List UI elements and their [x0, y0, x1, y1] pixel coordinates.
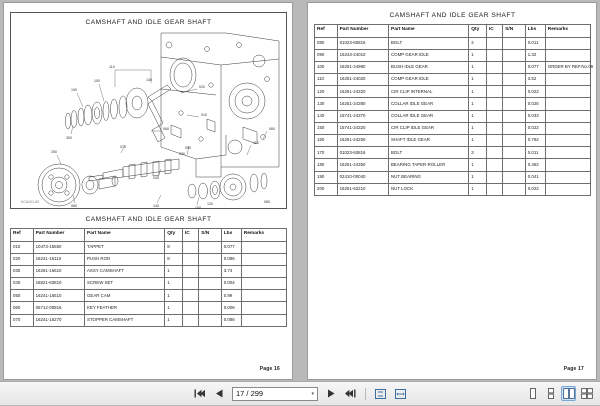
viewer-toolbar [0, 381, 600, 405]
col-header-qty: Qty [469, 25, 487, 38]
parts-table-panel-left [10, 216, 287, 327]
cell-sn [503, 171, 526, 183]
cell-lbs: 0.022 [525, 86, 545, 98]
cell-ic [486, 147, 502, 159]
cell-remarks [241, 241, 286, 253]
cell-lbs: 0.99 [221, 290, 241, 302]
table-row [11, 314, 287, 326]
cell-qty: 1 [469, 183, 487, 195]
cell-lbs: 0.006 [221, 302, 241, 314]
cell-part-number: 16241-15110 [33, 253, 84, 265]
table-row [315, 135, 591, 147]
table-row [315, 74, 591, 86]
cell-ref: 010 [11, 241, 34, 253]
cell-part-number: 16241-16510 [33, 290, 84, 302]
cell-ic [486, 110, 502, 122]
cell-qty: 1 [469, 135, 487, 147]
cell-ic [182, 302, 198, 314]
cell-part-name: BOLT [389, 37, 469, 49]
cell-ic [486, 135, 502, 147]
svg-text:190: 190 [71, 88, 77, 92]
svg-text:100: 100 [195, 206, 201, 210]
page-number-input[interactable] [232, 387, 318, 401]
cell-remarks [545, 86, 590, 98]
cell-lbs: 0.462 [525, 159, 545, 171]
cell-qty: 1 [469, 49, 487, 61]
cell-part-number: 16251-24980 [337, 61, 388, 73]
cell-qty: 2 [469, 37, 487, 49]
fit-page-icon[interactable] [373, 385, 388, 402]
cell-lbs: 0.022 [525, 183, 545, 195]
cell-remarks: ORDER BY REF.No.09 [545, 61, 590, 73]
cell-ic [182, 278, 198, 290]
cell-sn [503, 135, 526, 147]
cell-part-number: 16251-24350 [337, 159, 388, 171]
cell-ic [486, 122, 502, 134]
svg-text:060: 060 [269, 127, 275, 131]
page-label-right: Page 17 [563, 366, 584, 372]
cell-part-name: COMP GEAR IDLE [389, 74, 469, 86]
page-label-left: Page 16 [259, 366, 280, 372]
cell-ref: 200 [315, 183, 338, 195]
cell-part-name: STOPPER CAMSHAFT [85, 314, 165, 326]
cell-part-name: GEAR CAM [85, 290, 165, 302]
view-mode-group [525, 382, 594, 406]
last-page-button[interactable] [343, 385, 358, 402]
cell-remarks [241, 265, 286, 277]
cell-ref: 190 [315, 171, 338, 183]
cell-lbs: 0.026 [525, 98, 545, 110]
cell-part-name: SHAFT IDLE GEAR [389, 135, 469, 147]
cell-part-number: 16251-24020 [337, 74, 388, 86]
fit-width-icon[interactable] [393, 385, 408, 402]
svg-text:250: 250 [51, 150, 57, 154]
cell-part-number: 01023-60816 [337, 147, 388, 159]
cell-qty: 3 [469, 147, 487, 159]
cell-remarks [241, 314, 286, 326]
cell-ref: 090 [315, 49, 338, 61]
single-page-view-button[interactable] [525, 386, 540, 401]
table-row [11, 265, 287, 277]
svg-text:110: 110 [109, 65, 115, 69]
cell-remarks [545, 49, 590, 61]
cell-lbs: 0.022 [525, 122, 545, 134]
cell-part-number: 16251-24380 [337, 98, 388, 110]
cell-part-number: 16821-83810 [33, 278, 84, 290]
cell-sn [199, 253, 222, 265]
cell-lbs: 0.033 [525, 110, 545, 122]
table-row [11, 290, 287, 302]
page-navigation-group [192, 382, 408, 406]
col-header-ref: Ref [315, 25, 338, 38]
two-page-continuous-view-button[interactable] [579, 386, 594, 401]
parts-table-right [314, 24, 594, 196]
cell-ref: 070 [11, 314, 34, 326]
col-header-qty: Qty [165, 229, 183, 242]
svg-text:130: 130 [146, 78, 152, 82]
cell-ref: 180 [315, 159, 338, 171]
cell-sn [503, 37, 526, 49]
cell-ref: 140 [315, 110, 338, 122]
cell-part-name: ASSY CAMSHAFT [85, 265, 165, 277]
cell-remarks [545, 183, 590, 195]
cell-remarks [241, 278, 286, 290]
cell-qty: 1 [165, 314, 183, 326]
cell-remarks [241, 253, 286, 265]
col-header-lbs: Lbs [221, 229, 241, 242]
cell-part-number: 02410-00040 [337, 171, 388, 183]
table-header-row [315, 25, 591, 38]
svg-text:060: 060 [163, 127, 169, 131]
col-header-ic: IC [182, 229, 198, 242]
col-header-remarks: Remarks [241, 229, 286, 242]
col-header-lbs: Lbs [525, 25, 545, 38]
cell-qty: 1 [469, 122, 487, 134]
col-header-ic: IC [486, 25, 502, 38]
table-row [11, 253, 287, 265]
cell-part-name: PUSH ROD [85, 253, 165, 265]
cell-sn [199, 278, 222, 290]
col-header-part-number: Part Number [337, 25, 388, 38]
chevron-down-icon[interactable]: ▾ [311, 390, 314, 397]
table-row [11, 278, 287, 290]
cell-sn [503, 49, 526, 61]
cell-part-number: 16251-62210 [337, 183, 388, 195]
cell-part-name: COLLAR IDLE GEAR [389, 110, 469, 122]
cell-ref: 160 [315, 135, 338, 147]
svg-text:040: 040 [153, 176, 159, 180]
cell-ref: 120 [315, 86, 338, 98]
cell-lbs: 0.011 [525, 37, 545, 49]
cell-sn [503, 122, 526, 134]
cell-ic [486, 86, 502, 98]
cell-ref: 130 [315, 98, 338, 110]
col-header-part-number: Part Number [33, 229, 84, 242]
table-caption-left: CAMSHAFT AND IDLE GEAR SHAFT [85, 216, 212, 223]
cell-part-name: COLLAR IDLE GEAR [389, 98, 469, 110]
svg-text:100: 100 [94, 79, 100, 83]
table-row [315, 86, 591, 98]
cell-sn [199, 302, 222, 314]
cell-lbs: 0.077 [221, 241, 241, 253]
exploded-parts-diagram [11, 27, 288, 210]
previous-page-button[interactable] [212, 385, 227, 402]
cell-ic [486, 37, 502, 49]
cell-qty: 1 [165, 302, 183, 314]
cell-ref: 030 [11, 265, 34, 277]
page-left[interactable] [3, 2, 293, 380]
table-row [315, 98, 591, 110]
cell-part-number: 05712-00816 [33, 302, 84, 314]
parts-table-right-body [315, 37, 594, 195]
cell-sn [199, 265, 222, 277]
table-row [315, 37, 591, 49]
cell-ref: 110 [315, 74, 338, 86]
cell-part-number: 16241-16270 [33, 314, 84, 326]
toolbar-divider [365, 388, 366, 400]
col-header-part-name: Part Name [85, 229, 165, 242]
cell-lbs: 3.52 [525, 74, 545, 86]
cell-part-number: 16251-24250 [337, 135, 388, 147]
col-header-sn: S/N [199, 229, 222, 242]
table-row [315, 61, 591, 73]
cell-lbs: 0.077 [525, 61, 545, 73]
cell-lbs: 0.011 [525, 147, 545, 159]
col-header-ref: Ref [11, 229, 34, 242]
cell-remarks [545, 147, 590, 159]
continuous-view-button[interactable] [543, 386, 558, 401]
parts-table-left-body [11, 241, 287, 326]
cell-lbs: 0.086 [221, 253, 241, 265]
diagram-reference-code: KCA101-00 [21, 200, 40, 204]
cell-sn [503, 183, 526, 195]
cell-remarks [545, 171, 590, 183]
cell-ic [182, 241, 198, 253]
page-number-value: 17 / 299 [236, 388, 264, 398]
cell-ic [486, 183, 502, 195]
table-header-row [11, 229, 287, 242]
cell-remarks [545, 37, 590, 49]
cell-sn [503, 98, 526, 110]
cell-ic [486, 171, 502, 183]
table-row [315, 183, 591, 195]
cell-lbs: 0.004 [221, 278, 241, 290]
svg-text:140: 140 [153, 204, 159, 208]
cell-qty: 1 [469, 61, 487, 73]
cell-part-number: 15243-24010 [337, 49, 388, 61]
table-row [315, 159, 591, 171]
cell-ic [182, 314, 198, 326]
cell-part-name: TAPPET [85, 241, 165, 253]
table-row [315, 171, 591, 183]
two-page-view-button[interactable] [561, 386, 576, 401]
cell-part-name: COMP GEAR IDLE [389, 49, 469, 61]
svg-text:300: 300 [66, 136, 72, 140]
cell-ref: 150 [315, 122, 338, 134]
cell-part-name: SCREW SET [85, 278, 165, 290]
table-row [315, 122, 591, 134]
parts-table-left [10, 228, 287, 327]
cell-sn [503, 147, 526, 159]
cell-lbs: 0.086 [221, 314, 241, 326]
cell-ref: 040 [11, 278, 34, 290]
table-row [315, 110, 591, 122]
cell-part-number: 15741-24320 [337, 122, 388, 134]
cell-part-number: 16261-16610 [33, 265, 84, 277]
cell-qty: 8 [165, 253, 183, 265]
cell-lbs: 1.32 [525, 49, 545, 61]
cell-lbs: 0.792 [525, 135, 545, 147]
cell-part-name: NUT LOCK [389, 183, 469, 195]
cell-qty: 1 [165, 290, 183, 302]
cell-lbs: 0.041 [525, 171, 545, 183]
cell-qty: 1 [165, 278, 183, 290]
cell-ic [486, 74, 502, 86]
table-row [11, 241, 287, 253]
cell-ref: 170 [315, 147, 338, 159]
first-page-button[interactable] [192, 385, 207, 402]
cell-remarks [545, 110, 590, 122]
cell-part-number: 01023-60816 [337, 37, 388, 49]
cell-qty: 1 [165, 265, 183, 277]
svg-text:070: 070 [120, 145, 126, 149]
cell-qty: 1 [469, 110, 487, 122]
cell-sn [503, 74, 526, 86]
cell-qty: 1 [469, 86, 487, 98]
cell-part-name: BOLT [389, 147, 469, 159]
cell-part-number: 15741-24370 [337, 110, 388, 122]
exploded-diagram-panel [10, 12, 287, 209]
cell-sn [199, 241, 222, 253]
cell-part-number: 10473-15550 [33, 241, 84, 253]
cell-ic [486, 98, 502, 110]
cell-ref: 060 [11, 302, 34, 314]
cell-remarks [545, 122, 590, 134]
cell-sn [503, 86, 526, 98]
cell-ic [182, 290, 198, 302]
next-page-button[interactable] [323, 385, 338, 402]
svg-text:010: 010 [201, 113, 207, 117]
svg-text:050: 050 [185, 146, 191, 150]
page-right[interactable] [307, 2, 597, 380]
cell-qty: 1 [469, 98, 487, 110]
cell-qty: 1 [469, 171, 487, 183]
svg-text:120: 120 [207, 202, 213, 206]
cell-part-name: NUT BEARING [389, 171, 469, 183]
cell-qty: 1 [469, 74, 487, 86]
cell-sn [503, 159, 526, 171]
cell-sn [199, 314, 222, 326]
parts-table-panel-right [314, 12, 594, 196]
cell-ic [182, 253, 198, 265]
table-row [315, 147, 591, 159]
cell-ref: 080 [315, 37, 338, 49]
cell-ic [486, 159, 502, 171]
cell-remarks [545, 98, 590, 110]
cell-part-name: BUSH IDLE GEAR [389, 61, 469, 73]
cell-remarks [545, 135, 590, 147]
cell-sn [503, 61, 526, 73]
cell-qty: 1 [469, 159, 487, 171]
cell-ic [182, 265, 198, 277]
cell-remarks [545, 159, 590, 171]
cell-part-name: CIR CLIP IDLE GEAR [389, 122, 469, 134]
table-row [315, 49, 591, 61]
cell-sn [199, 290, 222, 302]
cell-ref: 020 [11, 253, 34, 265]
col-header-remarks: Remarks [545, 25, 590, 38]
table-row [11, 302, 287, 314]
cell-remarks [545, 74, 590, 86]
cell-remarks [241, 302, 286, 314]
cell-qty: 8 [165, 241, 183, 253]
cell-lbs: 3.74 [221, 265, 241, 277]
cell-part-name: KEY FEATHER [85, 302, 165, 314]
cell-part-number: 16251-24320 [337, 86, 388, 98]
svg-text:110: 110 [253, 141, 259, 145]
cell-ref: 050 [11, 290, 34, 302]
cell-ic [486, 61, 502, 73]
cell-ref: 100 [315, 61, 338, 73]
col-header-part-name: Part Name [389, 25, 469, 38]
svg-text:080: 080 [71, 204, 77, 208]
svg-text:020: 020 [199, 85, 205, 89]
cell-sn [503, 110, 526, 122]
table-caption-right: CAMSHAFT AND IDLE GEAR SHAFT [389, 12, 516, 19]
cell-remarks [241, 290, 286, 302]
diagram-title: CAMSHAFT AND IDLE GEAR SHAFT [85, 19, 212, 26]
svg-text:080: 080 [264, 200, 270, 204]
cell-part-name: CIR CLIP INTERNAL [389, 86, 469, 98]
cell-ic [486, 49, 502, 61]
svg-text:030: 030 [179, 152, 185, 156]
col-header-sn: S/N [503, 25, 526, 38]
cell-part-name: BEARING TAPER-ROLLER [389, 159, 469, 171]
